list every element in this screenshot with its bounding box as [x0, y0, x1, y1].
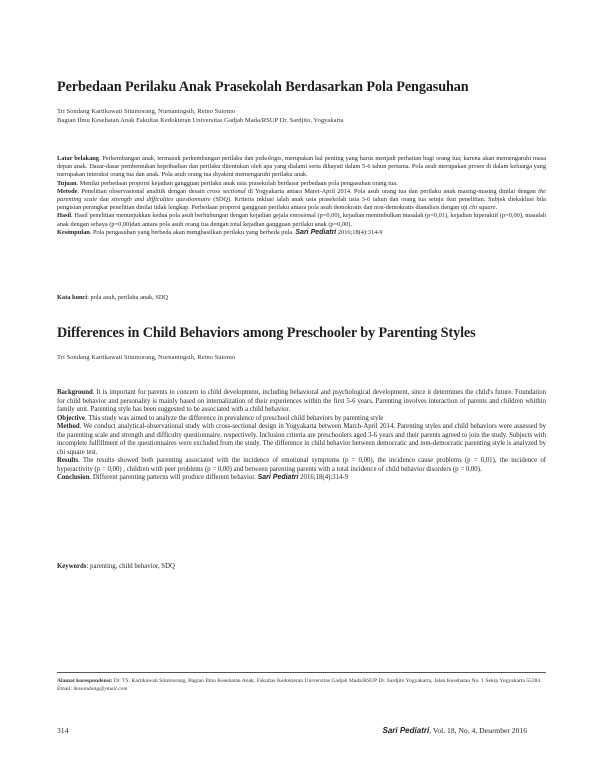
- section-label: Objective: [57, 414, 85, 422]
- section-text: . This study was aimed to analyze the difference in prevalence of preschool child behaviors by parenting style: [84, 414, 384, 422]
- keywords-text: : pola asuh, perilaku anak, SDQ: [87, 294, 169, 301]
- journal-name: Sari Pediatri: [382, 726, 430, 735]
- page-number: 314: [57, 726, 69, 735]
- section-text: dan: [99, 196, 109, 204]
- section-label: Latar belakang: [57, 155, 99, 162]
- keywords-id: [57, 294, 546, 302]
- citation: 2016;18(4):314-9: [337, 228, 383, 236]
- section-label: Tujuan: [57, 179, 77, 187]
- keywords-label: Kata kunci: [57, 294, 88, 301]
- abstract-objective-id: Tujuan. Menilai perbedaan proporsi kejadian gangguan perilaku anak usia prasekolah berdasar perbedaan pola pengasuhan orang tua.: [57, 179, 398, 187]
- author-block-id: [57, 107, 557, 125]
- keywords-en: [57, 563, 546, 572]
- italic-term: the parenting scale: [57, 187, 546, 204]
- abstract-id: [57, 155, 546, 237]
- keywords-text: : parenting, child behavior, SDQ: [86, 563, 175, 570]
- abstract-objective-en: [57, 415, 546, 424]
- footnote-label: Alamat korespondensi:: [57, 678, 113, 684]
- section-label: Results: [57, 457, 79, 464]
- affiliation: Bagian Ilmu Kesehatan Anak Fakultas Kedokteran Universitas Gadjah Mada/RSUP Dr. Sardjito, Yogyakarta: [57, 117, 344, 124]
- abstract-background-id: Latar belakang. Perkembangan anak, termasuk perkembangan perilaku dan psikologis, merupakan hal penting yang harus menjadi perhatian bagi orang tua; karena akan memengaruhi masa depan anak. Dasar-dasar pembentukan kepribadian dan perilaku ditentukan oleh apa yang dialami serta dihayati dalam 5-6 tahun pertama. Pola asuh merupakan proses di dalam keluarga yang merupakan interaksi orang tua dan anak. Pola asuh orang tua diyakini memengaruhi perilaku anak.: [57, 155, 547, 179]
- correspondence-footnote: [57, 677, 546, 693]
- section-text: Pola pengasuhan yang berbeda akan menghasilkan perilaku yang berbeda pula.: [92, 228, 294, 236]
- section-text: Perkembangan anak, termasuk perkembangan perilaku dan psikologis, merupakan hal penting yang harus menjadi perhatian bagi orang tua; karena akan memengaruhi masa depan anak. Dasar-dasar pembentukan kepribadian dan perilaku ditentukan oleh apa yang dialami serta dihayati dalam 5-6 tahun pertama. Pola asuh merupakan proses di dalam keluarga yang merupakan interaksi orang tua dan anak. Pola asuh orang tua diyakini memengaruhi perilaku anak.: [57, 155, 547, 179]
- journal-name: Sari Pediatri: [295, 228, 337, 236]
- section-text: Menilai perbedaan proporsi kejadian gangguan perilaku anak usia prasekolah berdasar perbedaan pola pengasuhan orang tua.: [79, 179, 398, 187]
- section-text: Penelitian observasional analitik dengan desain: [81, 187, 205, 195]
- abstract-method-en: [57, 423, 546, 457]
- section-text: . The results showed both parenting associated with the incidence of emotional symptoms (p = 0,00), the incidence cause problems (p = 0,01), the incidence of hyperactivity (p = 0,00) , children with peer problems (p = 0,00) and between parenting parents with a total incidence of child behavior disorders (p = 0,00).: [57, 457, 546, 473]
- journal-name: Sari Pediatri: [257, 474, 299, 481]
- section-text: Hasil penelitian menunjukkan kedua pola asuh berhubungan dengan kejadian gejala emosional (p=0,00), kejadian menimbulkan masalah (p=0,01), kejadian hiperaktif (p=0,00), masalah anak dengan sebaya (p=0,00)dan antara pola asuh orang tua dengan total kejadian gangguan perilaku anak (p=0,00).: [57, 212, 547, 228]
- author-list-en: Tri Sondang Kartikawati Situmorang, Nurnaningsih, Retno Sutomo: [57, 354, 236, 361]
- journal-issue: , Vol. 18, No. 4, Desember 2016: [429, 726, 527, 735]
- section-text: . Different parenting patterns will produce different behavior.: [89, 474, 256, 481]
- section-text: di Yogyakarta antara Maret-April 2014. Pola asuh orang tua dan perilaku anak masing-masing dinilai dengan: [248, 187, 536, 195]
- abstract-method-id: Metode. Penelitian observasional analitik dengan desain cross sectional di Yogyakarta antara Maret-April 2014. Pola asuh orang tua dan perilaku anak masing-masing dinilai dengan the parenting scale dan strength and difficulties questionnaire (SDQ). Kriteria inklusi ialah anak usia prasekolah usia 3-6 tahun dan orang tua setuju ikut penelitian. Subjek dieksklusi bila pengisian perangkat penelitian dinilai tidak lengkap. Perbedaan proporsi gangguan perilaku antara pola asuh demokratis dan non-demokratis dianalisis dengan uji chi square.: [57, 187, 546, 212]
- journal-footer: [383, 726, 528, 735]
- author-list: Tri Sondang Kartikawati Situmorang, Nurnaningsih, Retno Sutomo: [57, 108, 236, 115]
- italic-term: cross sectional: [207, 187, 246, 195]
- abstract-conclusion-id: Kesimpulan. Pola pengasuhan yang berbeda akan menghasilkan perilaku yang berbeda pula. Sari Pediatri 2016;18(4):314-9: [57, 228, 383, 236]
- abstract-conclusion-en: [57, 474, 546, 483]
- abstract-background-en: [57, 389, 546, 415]
- section-label: Background: [57, 389, 93, 396]
- abstract-results-id: Hasil. Hasil penelitian menunjukkan kedua pola asuh berhubungan dengan kejadian gejala emosional (p=0,00), kejadian menimbulkan masalah (p=0,01), kejadian hiperaktif (p=0,00), masalah anak dengan sebaya (p=0,00)dan antara pola asuh orang tua dengan total kejadian gangguan perilaku anak (p=0,00).: [57, 212, 547, 228]
- italic-term: chi square.: [469, 204, 498, 212]
- section-label: Kesimpulan: [57, 228, 90, 236]
- citation: 2016;18(4):314-9: [300, 474, 349, 481]
- section-label: Metode: [57, 187, 78, 195]
- footnote-divider: [57, 672, 546, 673]
- section-text: . It is important for parents to concern to child development, including behavioral and psychological development, since it determines the child's future. Foundation for child behavior and personality is mainly based on internalization of their experiences within the first 5-6 years. Parenting involves interaction of parents and children whithin family unit. Parenting style has been suggested to be associated with a child behavior.: [57, 389, 546, 413]
- section-text: . We conduct analytical-observational study with cross-sectional design in Yogyakarta between March-April 2014. Parenting styles and child behaviors were assessed by the parenting scale and strength and difficulty questionnaire, respectively. Inclusion criteria are preschoolers aged 3-6 years and their parents agreed to join the study. Subjects with incomplete fulfillment of the questionnaires were excluded from the study. The difference in child behavior between democratic and non-democratic parenting style is analyzed by chi square test.: [57, 423, 546, 456]
- abstract-en: [57, 389, 546, 483]
- keywords-label: Keywords: [57, 563, 87, 570]
- footnote-text: Dr. TS. Kartikawati Situmorang, Bagian Ilmu Kesehatan Anak, Fakultas Kedokteran Universitas Gadjah Mada/RSUP Dr. Sardjito Yogyakarta, Jalan Kesehatan No. 1 Sekip Yogyakarta 55284. Email:: [57, 678, 542, 692]
- section-label: Conclusion: [57, 474, 90, 481]
- section-text: (SDQ). Kriteria inklusi ialah anak usia prasekolah usia 3-6 tahun dan orang tua setuju ikut penelitian. Subjek dieksklusi bila pengisian perangkat penelitian dinilai tidak lengkap. Perbedaan proporsi gangguan perilaku antara pola asuh demokratis dan non-demokratis dianalisis dengan uji: [57, 196, 546, 212]
- page-title-id: Perbedaan Perilaku Anak Prasekolah Berdasarkan Pola Pengasuhan: [57, 79, 469, 95]
- footnote-email[interactable]: ikasondang@ymail.com: [73, 686, 128, 692]
- section-label: Hasil: [57, 212, 72, 220]
- abstract-results-en: [57, 457, 546, 474]
- page-title-en: Differences in Child Behaviors among Preschooler by Parenting Styles: [57, 325, 476, 341]
- italic-term: strength and difficulties questionnaire: [111, 196, 211, 204]
- section-label: Method: [57, 423, 80, 430]
